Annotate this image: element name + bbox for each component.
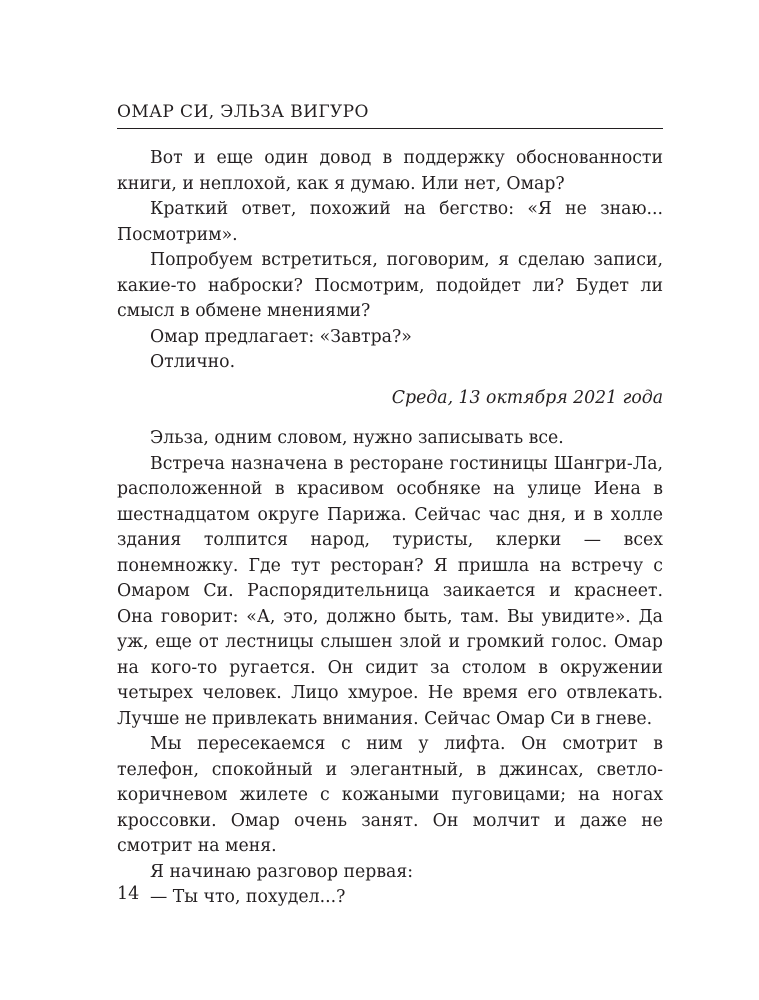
- paragraph: Эльза, одним словом, нужно записывать все.: [150, 428, 564, 448]
- text-block-1: [117, 146, 663, 376]
- header-rule: [117, 128, 663, 129]
- dateline: Среда, 13 октября 2021 года: [391, 388, 663, 408]
- paragraph: Мы пересекаемся с ним у лифта. Он смотрит в телефон, спокойный и элегантный, в джинсах, светло-коричневом жилете с кожаными пуговицами; на ногах кроссовки. Омар очень занят. Он молчит и даже не смотрит на меня.: [117, 734, 663, 856]
- paragraph: Вот и еще один довод в поддержку обоснованности книги, и неплохой, как я думаю. Или нет, Омар?: [117, 148, 663, 194]
- paragraph: Краткий ответ, похожий на бегство: «Я не знаю... Посмотрим».: [117, 199, 663, 245]
- page-number: 14: [117, 884, 140, 904]
- paragraph: Отлично.: [150, 352, 236, 372]
- text-block-2: [117, 426, 663, 911]
- paragraph: — Ты что, похудел...?: [150, 887, 346, 907]
- paragraph: Омар предлагает: «Завтра?»: [150, 326, 412, 347]
- paragraph: Встреча назначена в ресторане гостиницы Шангри-Ла, расположенной в красивом особняке на улице Иена в шестнадцатом округе Парижа. Сейчас час дня, и в холле здания толпится народ, туристы, клерки — всех понемножку. Где тут ресторан? Я пришла на встречу с Омаром Си. Распорядительница заикается и краснеет. Она говорит: «А, это, должно быть, там. Вы увидите». Да уж, еще от лестницы слышен злой и громкий голос. Омар на кого-то ругается. Он сидит за столом в окружении четырех человек. Лицо хмурое. Не время его отвлекать. Лучше не привлекать внимания. Сейчас Омар Си в гневе.: [117, 453, 663, 729]
- running-head: ОМАР СИ, ЭЛЬЗА ВИГУРО: [117, 102, 369, 122]
- paragraph: Я начинаю разговор первая:: [150, 861, 414, 882]
- paragraph: Попробуем встретиться, поговорим, я сделаю записи, какие-то наброски? Посмотрим, подойдет ли? Будет ли смысл в обмене мнениями?: [117, 250, 663, 321]
